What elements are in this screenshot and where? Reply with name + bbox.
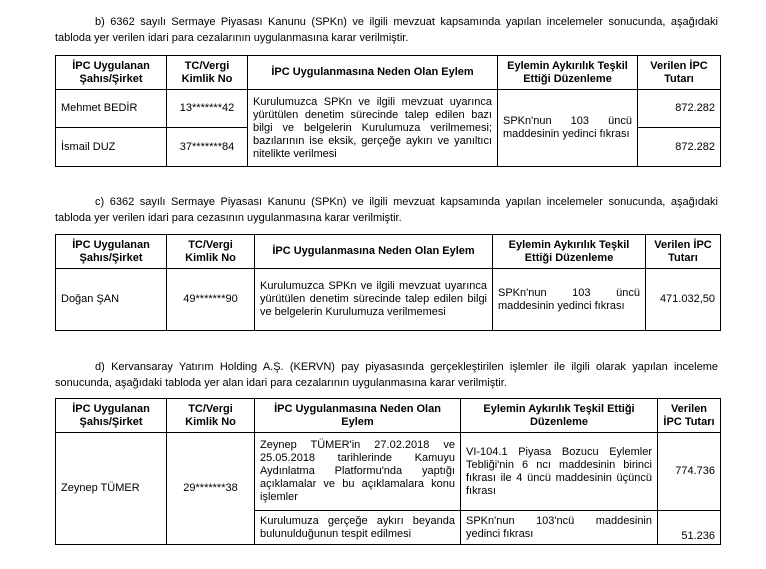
header-amount: Verilen İPC Tutarı bbox=[646, 235, 721, 269]
action-cell: Zeynep TÜMER'in 27.02.2018 ve 25.05.2018 tarihlerinde Kamuyu Aydınlatma Platformu'nda yaptığı açıklamalar ve bu açıklamalara konu işlemler bbox=[255, 433, 461, 511]
regulation-cell: SPKn'nun 103 üncü maddesinin yedinci fıkrası bbox=[493, 269, 646, 331]
header-amount: Verilen İPC Tutarı bbox=[638, 56, 721, 90]
action-cell: Kurulumuzca SPKn ve ilgili mevzuat uyarınca yürütülen denetim sürecinde talep edilen bilgi ve belgelerin Kurulumuza verilmemesi bbox=[255, 269, 493, 331]
header-action: İPC Uygulanmasına Neden Olan Eylem bbox=[255, 399, 461, 433]
section-b-table bbox=[55, 55, 721, 167]
tax-id: 49*******90 bbox=[167, 269, 255, 331]
amount-cell: 872.282 bbox=[638, 128, 721, 167]
header-regulation: Eylemin Aykırılık Teşkil Ettiği Düzenleme bbox=[498, 56, 638, 90]
header-regulation: Eylemin Aykırılık Teşkil Ettiği Düzenleme bbox=[461, 399, 658, 433]
section-d-label: d) bbox=[95, 361, 105, 373]
amount-cell: 51.236 bbox=[658, 511, 721, 545]
table-header-row bbox=[56, 56, 721, 90]
header-person: İPC Uygulanan Şahıs/Şirket bbox=[56, 235, 167, 269]
table-row bbox=[56, 433, 721, 511]
table-row bbox=[56, 269, 721, 331]
regulation-cell: SPKn'nun 103 üncü maddesinin yedinci fıkrası bbox=[498, 90, 638, 167]
amount-cell: 774.736 bbox=[658, 433, 721, 511]
section-c-label: c) bbox=[95, 196, 105, 208]
table-row bbox=[56, 90, 721, 128]
tax-id: 13*******42 bbox=[167, 90, 248, 128]
header-action: İPC Uygulanmasına Neden Olan Eylem bbox=[255, 235, 493, 269]
action-cell: Kurulumuza gerçeğe aykırı beyanda bulunulduğunun tespit edilmesi bbox=[255, 511, 461, 545]
amount-cell: 872.282 bbox=[638, 90, 721, 128]
header-id: TC/Vergi Kimlik No bbox=[167, 235, 255, 269]
section-c-text: 6362 sayılı Sermaye Piyasası Kanunu (SPKn) ve ilgili mevzuat kapsamında yapılan incelemeler sonucunda, aşağıdaki tabloda yer verilen idari para cezasının uygulanmasına karar verilmiştir. bbox=[55, 196, 718, 224]
tax-id: 29*******38 bbox=[167, 433, 255, 545]
section-c-table bbox=[55, 234, 721, 331]
regulation-cell: VI-104.1 Piyasa Bozucu Eylemler Tebliği'nin 6 ncı maddesinin birinci fıkrası ile 4 üncü maddesinin üçüncü fıkrası bbox=[461, 433, 658, 511]
header-regulation: Eylemin Aykırılık Teşkil Ettiği Düzenleme bbox=[493, 235, 646, 269]
section-b-paragraph bbox=[55, 14, 718, 46]
person-name: Zeynep TÜMER bbox=[56, 433, 167, 545]
regulation-cell: SPKn'nun 103'ncü maddesinin yedinci fıkrası bbox=[461, 511, 658, 545]
person-name: Doğan ŞAN bbox=[56, 269, 167, 331]
section-c-paragraph bbox=[55, 194, 718, 226]
person-name: İsmail DUZ bbox=[56, 128, 167, 167]
section-b-text: 6362 sayılı Sermaye Piyasası Kanunu (SPKn) ve ilgili mevzuat kapsamında yapılan incelemeler sonucunda, aşağıdaki tabloda yer verilen idari para cezalarının uygulanmasına karar verilmiştir. bbox=[55, 16, 718, 44]
section-d-paragraph bbox=[55, 359, 718, 391]
person-name: Mehmet BEDİR bbox=[56, 90, 167, 128]
header-person: İPC Uygulanan Şahıs/Şirket bbox=[56, 56, 167, 90]
table-header-row bbox=[56, 235, 721, 269]
header-action: İPC Uygulanmasına Neden Olan Eylem bbox=[248, 56, 498, 90]
section-b-label: b) bbox=[95, 16, 105, 28]
section-d-table bbox=[55, 398, 721, 545]
tax-id: 37*******84 bbox=[167, 128, 248, 167]
amount-cell: 471.032,50 bbox=[646, 269, 721, 331]
header-id: TC/Vergi Kimlik No bbox=[167, 399, 255, 433]
header-id: TC/Vergi Kimlik No bbox=[167, 56, 248, 90]
action-cell: Kurulumuzca SPKn ve ilgili mevzuat uyarınca yürütülen denetim sürecinde talep edilen bazı bilgi ve belgelerin Kurulumuza verilmemesi; bazılarının ise eksik, gerçeğe aykırı ve yanıltıcı nitelikte verilmesi bbox=[248, 90, 498, 167]
header-person: İPC Uygulanan Şahıs/Şirket bbox=[56, 399, 167, 433]
section-d-text: Kervansaray Yatırım Holding A.Ş. (KERVN) pay piyasasında gerçekleştirilen işlemler ile ilgili olarak yapılan inceleme sonucunda, aşağıdaki tabloda yer alan idari para cezalarının uygulanmasına karar verilmiştir. bbox=[55, 361, 718, 389]
table-header-row bbox=[56, 399, 721, 433]
header-amount: Verilen İPC Tutarı bbox=[658, 399, 721, 433]
